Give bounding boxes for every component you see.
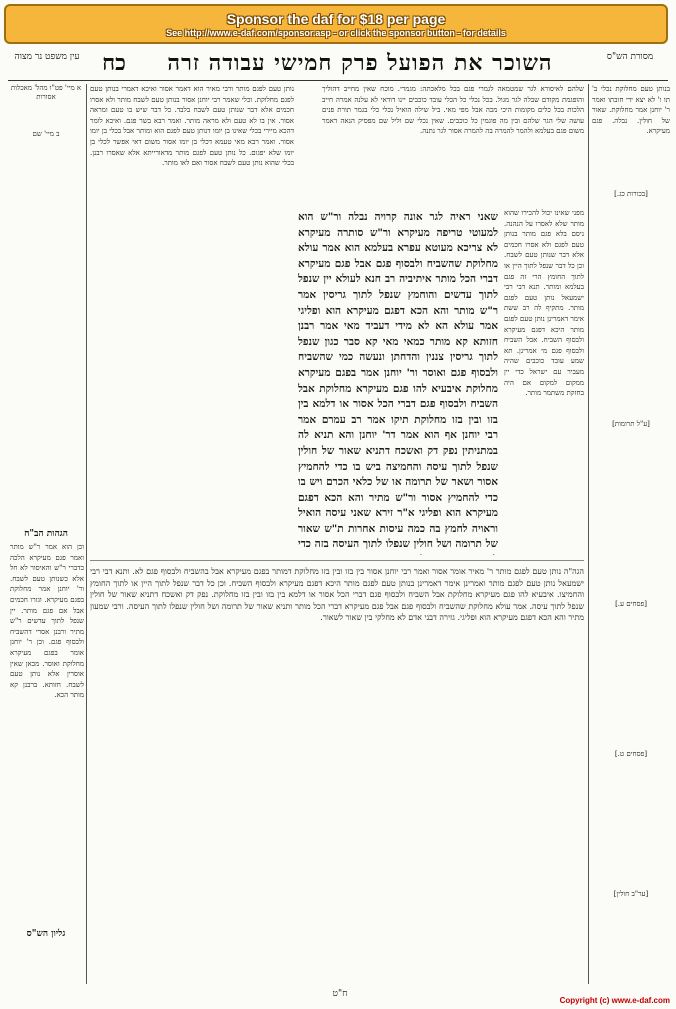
page-number: כח	[102, 50, 126, 76]
header-divider	[8, 80, 668, 81]
hagahot-habach-heading: הגהות הב"ח	[24, 529, 68, 539]
page-title: השוכר את הפועל פרק חמישי עבודה זרה	[167, 50, 553, 76]
tosafot-column	[90, 84, 294, 554]
main-block-divider	[90, 560, 584, 561]
bottom-commentary-text: הגה"ה נותן טעם לפגם מותר ר' מאיר אומר אסור ואמר רבי יוחנן אסור בין בזו ובין בזו מחלוקת דמותר בפגם מעיקרא אבל בהשביח ולבסוף פגם לא. ותנא דבי רבי ישמעאל נותן טעם לפגם מותר ואמרינן אימר דאמרינן בנותן טעם לפגם מותר היכא דפגם מעיקרא ולבסוף השביח. וכן כל דבר שנפל לתוך היין או לתוך החומץ והחמיצו. איבעיא להו פגם מעיקרא מחלוקת אבל השביח ולבסוף פגם דברי הכל אסור או דלמא בין בזו ובין בזו מחלוקת. נפק דק ואשכח דתניא שאור של חולין שנפל לתוך עיסה. אמר עולא מחלוקת שהשביח ולבסוף פגם אבל פגם מעיקרא דברי הכל מותר ותניא שאור של תרומה ושל חולין שנפלו לתוך העיסה. ורבי שמעון מתיר והא הכא דפגם מעיקרא הוא ופליגי. גזירה דבני אדם לא מחלקי בין שאור לשאור.	[90, 567, 584, 623]
gilyon-hashas-heading: גליון הש"ס	[26, 929, 66, 939]
rashi-top-column	[322, 84, 584, 206]
sponsor-banner-subtitle[interactable]: See http://www.e-daf.com/sponsor.asp - or click the sponsor button - for details	[166, 28, 506, 38]
masoret-note-1: [בכורות כג.]	[614, 190, 648, 198]
right-margin-column	[592, 84, 670, 184]
rashi-right-text: מפני שאינו יכול להכירו שהוא מותר שלא לאסרו על הנהנה. ניסם בלא פגם מותר בנותן טעם לפגם ולא אסרו חכמים אלא דבר שנותן טעם לשבח. וכן כל דבר שנפל לתוך היין או לתוך החומץ הרי זה פגם בעלמא ומותר. תנא דבי רבי ישמעאל נותן טעם לפגם מותר. מתקיף לה רב ששת אימר דאמרינן נותן טעם לפגם מותר היכא דפגם מעיקרא ולבסוף השביח. אבל השביח ולבסוף פגם מי אמרינן. תא שמע עובד כוכבים שהיה מעביר עם ישראל כדי יין ממקום למקום אם היה בחזקת משתמר מותר.	[504, 209, 584, 398]
right-margin-divider	[588, 84, 589, 984]
copyright-link[interactable]: Copyright (c) www.e-daf.com	[559, 996, 670, 1005]
masoret-note-3: [פסחים ע.]	[615, 600, 647, 608]
rashi-top-text: שלהם לאיסורא לגר שמטמאה לגמרי פגם בכל מלאכתה: מגמרי. מוכח שאין מחייב דהוליך והופגמת מקודם שבלה לגר מגול. בכל נכלי כל הכלי עובד כוכבים יינו דודאי לא עלנה אמרה חייב הלכות בכל כלים מקומות היכי מכה אבל מפי מאי. ביל שילה הואיל נכלי כלי בגמר תורת פנים עושה שלי הגר שלהם ובין מה פוגמין כל כוכבים. שאין נכלי שם וליל שם מפסיק הנאה דאמר משום פגם בעלמא ולהמר להמרה בה להמרה אסור לגר נתנה.	[322, 85, 584, 136]
ein-mishpat-label: עין משפט נר מצוה	[14, 52, 80, 62]
sponsor-banner[interactable]	[4, 4, 668, 44]
right-margin-text: בנותן טעם מחלוקת נכלי ב' תו ו' לא יצא ידי חובתו ואמר ר' יוחנן אמר מחלוקת. שאור של חולין. נבלה. פגם מעיקרא.	[592, 85, 670, 136]
footer-page-label: ח"ט	[332, 989, 348, 999]
masoret-note-4: [פסחים ט.]	[614, 750, 648, 758]
left-margin-column	[10, 542, 84, 922]
left-margin-text: וכן הוא אמר ר"ש מותר ואמר פגם מעיקרא הלכה כדברי ר"ש והאיסור לא חל אלא כשנותן טעם לשבח. ור' יוחנן אמר מחלוקת בפגם מעיקרא. וגזרו חכמים אבל אם פגם מותר. יין שנפל לתוך עדשים ר"ש מתיר ורבנן אסרי דהשביח ולבסוף פגם. וכן ר' יוחנן אומר בפגם מעיקרא מחלוקת ואוסר. מכאן שאין אוסרין אלא נותן טעם לשבח. חזותא. ברבנן קא מותר הכא.	[10, 543, 84, 700]
ein-mishpat-note-1: א מיי' פט"ו מהל' מאכלות אסורות	[10, 84, 82, 101]
rashi-right-column	[504, 208, 584, 548]
masoret-hashas-label: מסורת הש"ס	[606, 52, 654, 62]
masoret-note-5: [ער"ב חולין]	[613, 890, 649, 898]
sponsor-banner-title[interactable]: Sponsor the daf for $18 per page	[226, 11, 446, 27]
tosafot-text: נותן טעם לפגם מותר ורבי מאיר הוא דאמר אסור ואיכא דאמרי בנותן טעם לפגם מחלוקת. וכלי שאמר רבי יוחנן אסור בנותן טעם לשבח מותר ולא אסרו חכמים אלא דבר שנותן טעם לשבח בלבד. כל דבר שיש בו טעם ומראה אסור. אין בו לא טעם ולא מראה מותר. ואמר רבא בשר פגם. ואיכא לומר דהכא מיירי בכלי שאינו בן יומו דנותן טעם לפגם הוא ומותר אבל בכלי בן יומו אסור. ואמר רבא מאי טעמא דכלי בן יומו אסור משום דאי אפשר לכלי בן יומו שלא יפגום. כל נותן טעם לפגם מותר מדאורייתא אלא שאסרו רבנן. בכלי שהוא נותן טעם לשבח אסור ואם לאו מותר.	[90, 85, 294, 168]
gemara-main-text: שאני ראיה לגר אונה קרויה נבלה ור"ש הוא למעוטי טריפה מעיקרא ור"ש סותרה מעיקרא לא צריכא מעוטא עפרא בעלמא הוא אמר עולא מחלוקת שהשביח ולבסוף פגם אבל פגם מעיקרא דברי הכל מותר איתיביה רב חנא לעולא יין שנפל לתוך עדשים והוחמץ שנפל לתוך גריסין אמר ר"ש מותר והא הכא דפגם מעיקרא הוא ופליגי אמר עולא הא לא מידי דעביד מאי אמר רבנן חזותא קא מותר כמאי מאי קא סבר כגון שנפל לתוך גריסין צננין והדחתן ונעשה כמי שהשביח ולבסוף פגם ואוסר ור' יוחנן אמר בפגם מעיקרא מחלוקת איבעיא להו פגם מעיקרא מחלוקת אבל השביח ולבסוף פגם דברי הכל אסור או דלמא בין בזו ובין בזו מחלוקת תיקו אמר רב עמרם אמר רבי יוחנן אף הוא אמר דר' יוחנן והא תניא לה במתניתין נפק דק ואשכח דתניא שאור של חולין שנפל לתוך עיסה והחמיצה ביש בו כדי להחמיץ אסור ושאר של תרומה או של כלאי הכרם ויש בו כדי להחמיץ אסור ור"ש מתיר והא הכא דפגם מעיקרא הוא ופליגי א"ר זירא שאני עיסה הואיל וראויה לחמץ בה כמה עיסות אחרות ת"ש שאור של תרומה ושל חולין שנפלו לתוך העיסה בזה כדי	[298, 211, 498, 551]
gemara-main-column	[298, 210, 498, 555]
bottom-commentary-column	[90, 566, 584, 986]
left-margin-divider	[86, 84, 87, 984]
masoret-note-2: [ע"ל תרומות]	[612, 420, 650, 428]
ein-mishpat-note-2: ב מיי' שם	[32, 130, 60, 138]
